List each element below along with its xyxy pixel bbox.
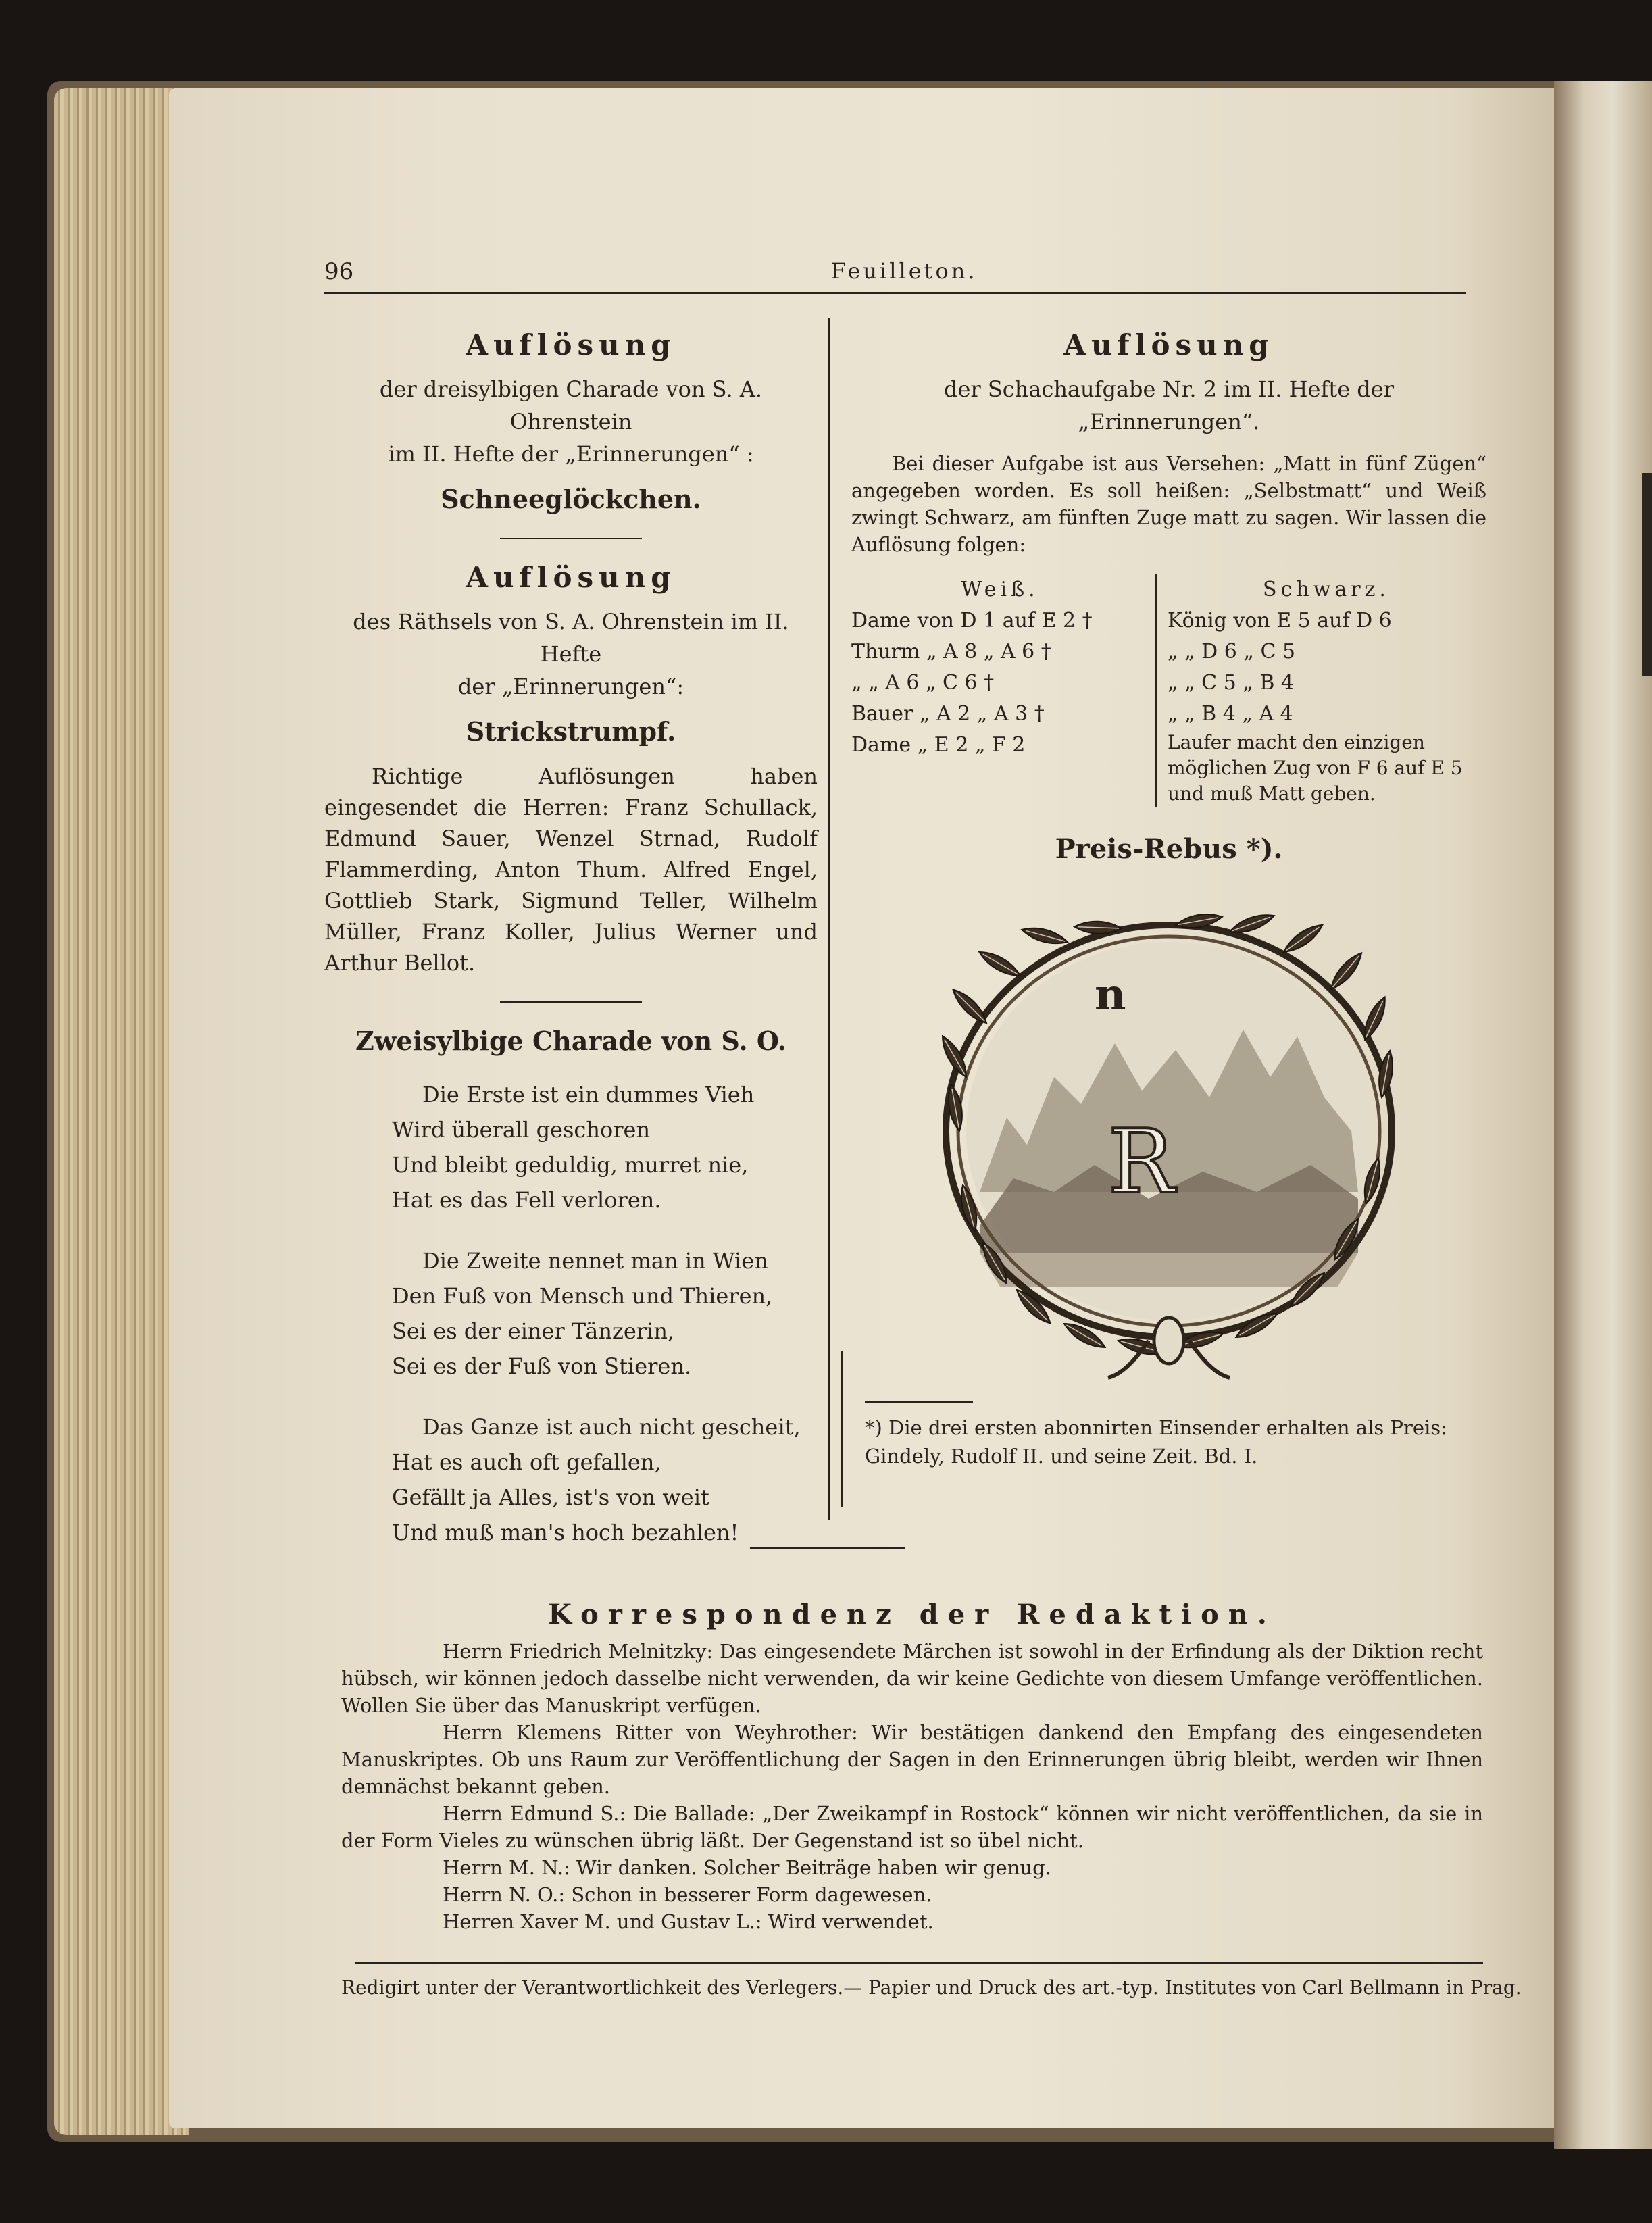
- column-divider: [828, 318, 830, 1520]
- verse-line: Den Fuß von Mensch und Thieren,: [392, 1283, 773, 1309]
- page-number: 96: [324, 258, 354, 285]
- verse-line: Die Zweite nennet man in Wien: [422, 1248, 768, 1274]
- right-column: [851, 324, 1486, 1470]
- imprint: Redigirt unter der Verantwortlichkeit des Verlegers.— Papier und Druck des art.-typ. Institutes von Carl Bellmann in Prag.: [341, 1976, 1522, 1999]
- rebus-footnote: *) Die drei ersten abonnirten Einsender erhalten als Preis: Gindely, Rudolf II. und seine Zeit. Bd. I.: [865, 1416, 1447, 1468]
- stanza: [392, 1243, 818, 1384]
- section-subtitle: der Schachaufgabe Nr. 2 im II. Hefte der „Erinnerungen“.: [943, 376, 1395, 434]
- move-line: Thurm „ A 8 „ A 6 †: [851, 640, 1051, 664]
- white-moves: [851, 574, 1155, 807]
- move-line: Dame „ E 2 „ F 2: [851, 733, 1026, 757]
- correspondence-title: Korrespondenz der Redaktion.: [548, 1599, 1276, 1630]
- stanza: [392, 1409, 818, 1550]
- charade-poem: [324, 1026, 818, 1550]
- left-column: [324, 324, 818, 1576]
- chess-solution-section: [851, 330, 1486, 807]
- verse-line: Wird überall geschoren: [392, 1117, 651, 1143]
- facing-page-gutter: [1554, 81, 1652, 2149]
- header-rule: [324, 292, 1466, 294]
- section-separator: [500, 538, 642, 539]
- black-heading: Schwarz.: [1263, 578, 1390, 601]
- correspondence-section: [341, 1601, 1483, 1935]
- footer-rule: [355, 1962, 1483, 1964]
- running-title: Feuilleton.: [831, 258, 978, 284]
- move-line: Dame von D 1 auf E 2 †: [851, 609, 1093, 632]
- move-line: „ „ C 5 „ B 4: [1168, 671, 1295, 695]
- verse-line: Sei es der einer Tänzerin,: [392, 1318, 675, 1344]
- move-line: „ „ A 6 „ C 6 †: [851, 671, 995, 695]
- black-note: Laufer macht den einzigen möglichen Zug von F 6 auf E 5 und muß Matt geben.: [1168, 731, 1463, 805]
- gutter-shadow: [1642, 473, 1652, 676]
- move-line: „ „ D 6 „ C 5: [1168, 640, 1296, 664]
- verse-line: Und bleibt geduldig, murret nie,: [392, 1152, 749, 1178]
- correspondence-entry: Herren Xaver M. und Gustav L.: Wird verwendet.: [443, 1910, 934, 1933]
- rebus-illustration: [892, 874, 1446, 1388]
- white-heading: Weiß.: [961, 578, 1039, 601]
- section-subtitle: des Räthsels von S. A. Ohrenstein im II. Hefte: [353, 609, 789, 667]
- solution-riddle-section: [324, 562, 818, 978]
- column-divider-lower: [841, 1351, 843, 1507]
- move-line: Bauer „ A 2 „ A 3 †: [851, 702, 1045, 726]
- section-heading: Auflösung: [1063, 328, 1274, 361]
- ribbon-knot: [1154, 1318, 1184, 1364]
- rebus-letter-n: n: [1095, 970, 1126, 1020]
- verse-line: Das Ganze ist auch nicht gescheit,: [422, 1414, 801, 1440]
- correspondence-entry: Herrn Friedrich Melnitzky: Das eingesendete Märchen ist sowohl in der Erfindung als der Diktion recht hübsch, wir können jedoch dasselbe nicht verwenden, da wir keine Gedichte von diesem Umfange veröffentlichen. Wollen Sie über das Manuskript verfügen.: [341, 1640, 1483, 1717]
- verse-line: Und muß man's hoch bezahlen!: [392, 1520, 739, 1545]
- correspondence-entry: Herrn N. O.: Schon in besserer Form dagewesen.: [443, 1883, 932, 1906]
- rebus-letter-r: R: [1108, 1110, 1174, 1213]
- rebus-section: [851, 834, 1486, 1470]
- verse-line: Sei es der Fuß von Stieren.: [392, 1353, 692, 1379]
- verse-line: Die Erste ist ein dummes Vieh: [422, 1082, 755, 1107]
- correspondence-entry: Herrn Klemens Ritter von Weyhrother: Wir bestätigen dankend den Empfang des eingesendeten Manuskriptes. Ob uns Raum zur Veröffentlichung der Sagen in den Erinnerungen übrig bleibt, werden wir Ihnen demnächst bekannt geben.: [341, 1721, 1483, 1798]
- poem-verse: [392, 1077, 818, 1550]
- section-heading: Auflösung: [466, 561, 676, 594]
- verse-line: Hat es das Fell verloren.: [392, 1187, 661, 1213]
- section-separator: [750, 1547, 905, 1549]
- black-moves: [1155, 574, 1485, 807]
- solution-charade-section: [324, 330, 818, 515]
- footnote-separator: [865, 1401, 973, 1403]
- section-subtitle: der dreisylbigen Charade von S. A. Ohrenstein: [379, 376, 763, 434]
- solution-answer: Schneeglöckchen.: [441, 484, 701, 514]
- chess-moves: [851, 574, 1486, 807]
- solution-answer: Strickstrumpf.: [466, 716, 676, 747]
- correspondence-entry: Herrn M. N.: Wir danken. Solcher Beiträge haben wir genug.: [443, 1856, 1051, 1879]
- section-subtitle: im II. Hefte der „Erinnerungen“ :: [388, 441, 754, 467]
- section-heading: Auflösung: [466, 328, 676, 361]
- correspondence-entry: Herrn Edmund S.: Die Ballade: „Der Zweikampf in Rostock“ können wir nicht veröffentlichen, da sie in der Form Vieles zu wünschen übrig läßt. Der Gegenstand ist so übel nicht.: [341, 1802, 1483, 1852]
- section-subtitle: der „Erinnerungen“:: [457, 674, 684, 699]
- chess-intro: Bei dieser Aufgabe ist aus Versehen: „Matt in fünf Zügen“ angegeben worden. Es soll heißen: „Selbstmatt“ und Weiß zwingt Schwarz, am fünften Zuge matt zu sagen. Wir lassen die Auflösung folgen:: [851, 452, 1486, 556]
- verse-line: Gefällt ja Alles, ist's von weit: [392, 1484, 709, 1510]
- stanza: [392, 1077, 818, 1218]
- rebus-title: Preis-Rebus *).: [1055, 833, 1283, 865]
- solvers-list: Richtige Auflösungen haben eingesendet die Herren: Franz Schullack, Edmund Sauer, Wenzel Strnad, Rudolf Flammerding, Anton Thum. Alfred Engel, Gottlieb Stark, Sigmund Teller, Wilhelm Müller, Franz Koller, Julius Werner und Arthur Bellot.: [324, 764, 818, 976]
- move-line: „ „ B 4 „ A 4: [1168, 702, 1293, 726]
- poem-title: Zweisylbige Charade von S. O.: [355, 1026, 786, 1056]
- verse-line: Hat es auch oft gefallen,: [392, 1449, 661, 1475]
- section-separator: [500, 1001, 642, 1003]
- move-line: König von E 5 auf D 6: [1168, 609, 1392, 632]
